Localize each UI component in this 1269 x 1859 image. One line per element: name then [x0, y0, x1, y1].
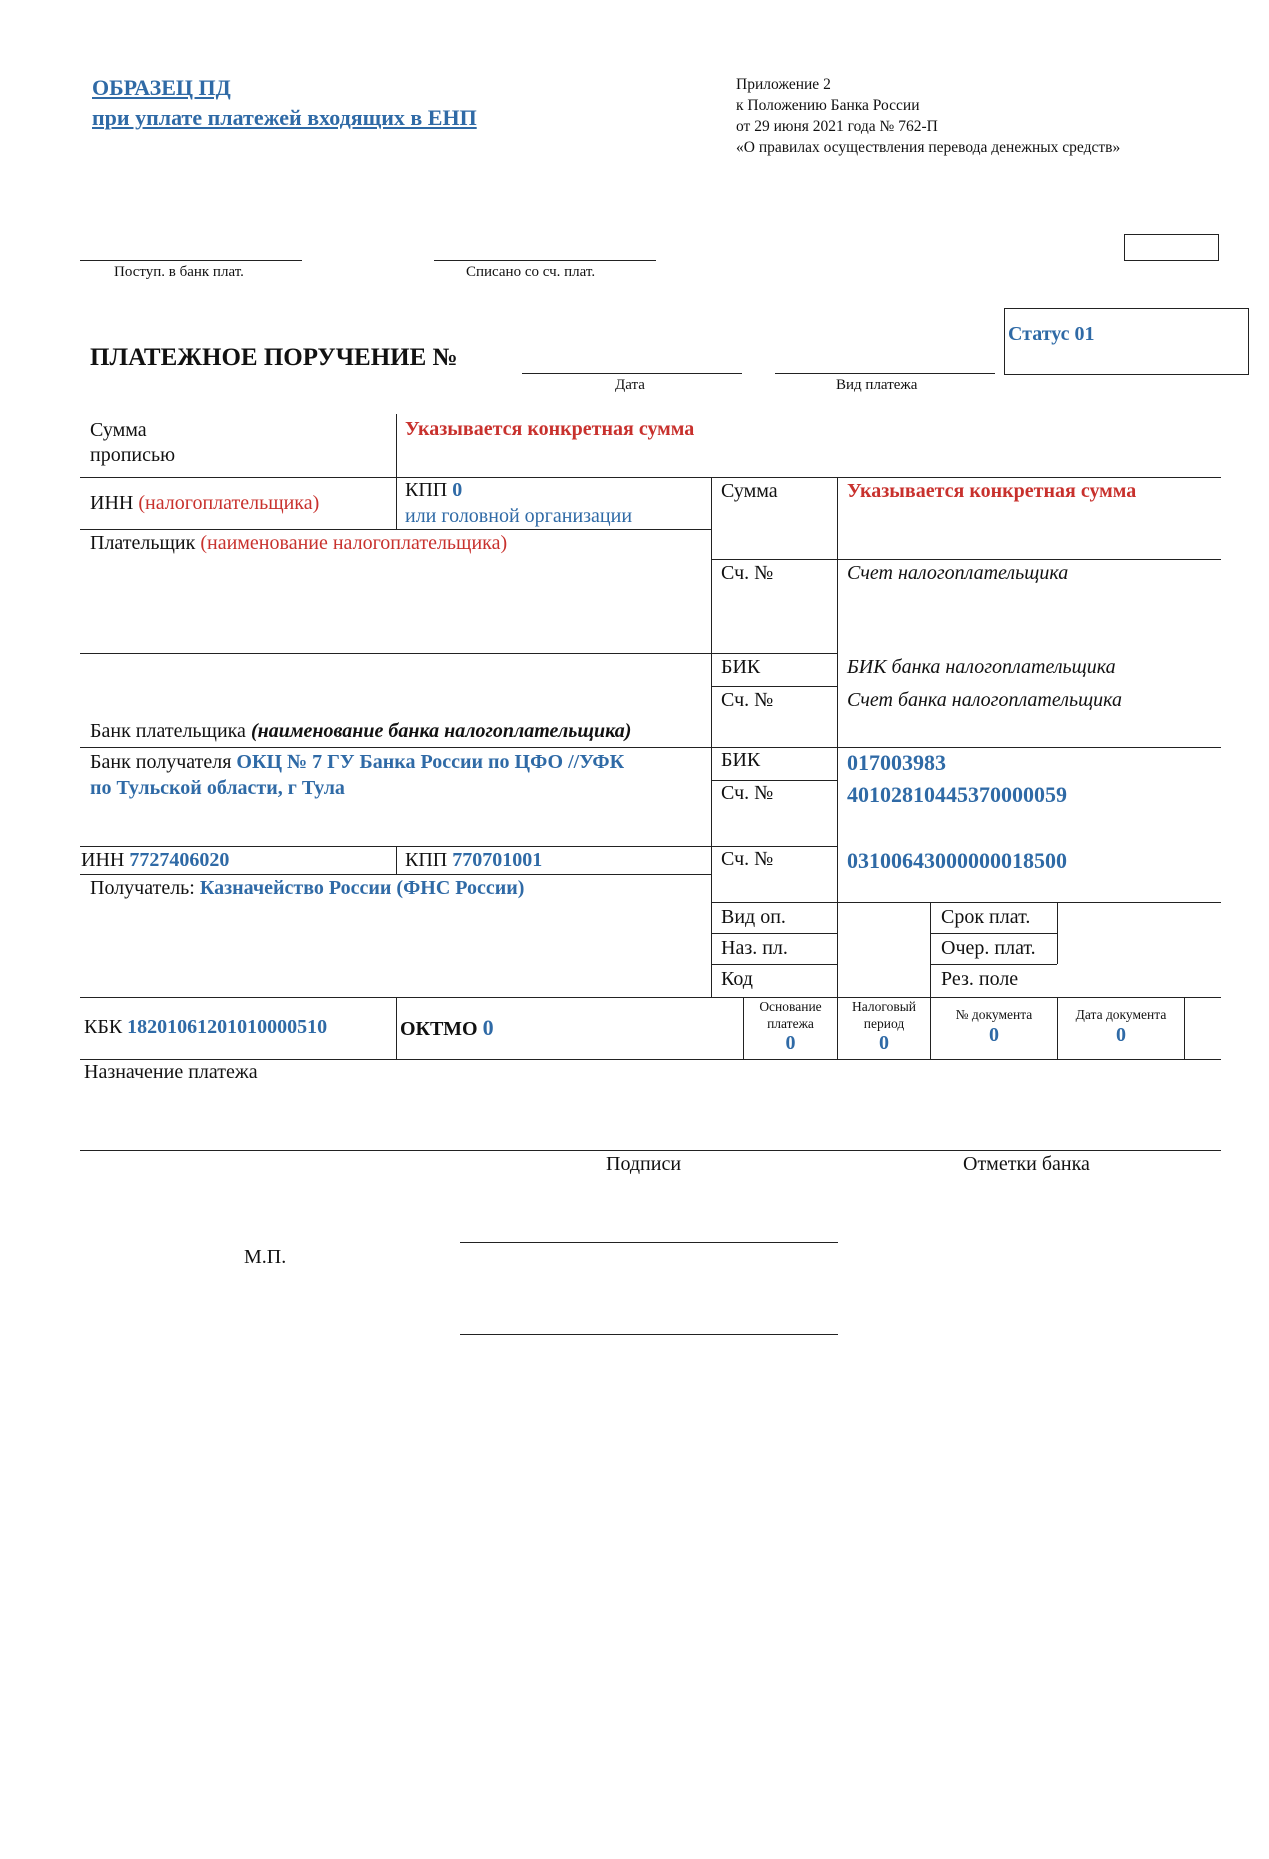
- docnum-value: 0: [989, 1024, 999, 1046]
- payer-bank-bik-label: БИК: [721, 656, 761, 678]
- bank-marks-label: Отметки банка: [963, 1153, 1090, 1175]
- payment-type-line: [775, 373, 995, 374]
- recipient-inn-label: ИНН: [81, 849, 125, 871]
- amount-words-label-line1: Сумма: [90, 419, 147, 441]
- recipient-bank-bik-label: БИК: [721, 749, 761, 771]
- recipient-bank-account-label: Сч. №: [721, 782, 774, 804]
- op-row-2b: [930, 964, 1057, 965]
- basis-label-line2: платежа: [767, 1016, 814, 1031]
- docnum-cell: [931, 1006, 1057, 1047]
- recipient-inn-kpp-divider: [396, 846, 397, 874]
- period-cell: [838, 998, 930, 1054]
- recipient-bank-account-value: 40102810445370000059: [847, 782, 1067, 807]
- basis-label-line1: Основание: [759, 999, 822, 1014]
- payer-bank-account-label: Сч. №: [721, 689, 774, 711]
- recipient-bank-top: [80, 747, 1221, 748]
- payer-amount-label: Сумма: [721, 480, 778, 502]
- payer-bank-value: (наименование банка налогоплательщика): [250, 720, 632, 742]
- amount-words-value: Указывается конкретная сумма: [405, 418, 695, 440]
- oktmo: [400, 1015, 494, 1041]
- op-right-divider: [1057, 902, 1058, 964]
- appendix-block: [736, 74, 1120, 158]
- recipient-kpp-label: КПП: [405, 849, 448, 871]
- payer-bank: [90, 720, 631, 743]
- signature-line-2: [460, 1334, 838, 1335]
- recipient-kpp-value: 770701001: [452, 849, 543, 871]
- row-line-payer-top: [80, 529, 711, 530]
- pay-purpose-label: Наз. пл.: [721, 937, 788, 959]
- op-row-top: [711, 902, 1221, 903]
- payer-account-value: Счет налогоплательщика: [847, 562, 1069, 584]
- recipient-name-value: Казначейство России (ФНС России): [199, 877, 525, 899]
- number-line: [522, 373, 742, 374]
- payer-inn: [90, 492, 319, 515]
- payer-name: [90, 532, 507, 555]
- recipient-bik-bottom: [711, 780, 837, 781]
- purpose-bottom: [80, 1150, 1221, 1151]
- date-label: Дата: [615, 377, 645, 393]
- payer-right-divider: [711, 477, 712, 997]
- signature-line-1: [460, 1242, 838, 1243]
- recipient-bank-value-line2: по Тульской области, г Тула: [90, 777, 345, 799]
- code-label: Код: [721, 968, 753, 990]
- amount-words-label-line2: прописью: [90, 444, 176, 466]
- payer-inn-value: (налогоплательщика): [138, 492, 320, 514]
- recipient-bank-value-line1: ОКЦ № 7 ГУ Банка России по ЦФО //УФК: [236, 751, 625, 773]
- amount-words-divider: [396, 414, 397, 477]
- payer-bank-top: [80, 653, 837, 654]
- payment-type-label: Вид платежа: [836, 377, 918, 393]
- basis-cell: [744, 998, 837, 1054]
- recipient-inn: [81, 849, 229, 872]
- payer-kpp-note: или головной организации: [405, 505, 633, 527]
- kbk: [84, 1016, 327, 1039]
- amount-words-label: [90, 418, 175, 468]
- recipient-name-label: Получатель:: [90, 877, 195, 899]
- sample-title: ОБРАЗЕЦ ПД: [92, 75, 231, 100]
- docdate-label: Дата документа: [1075, 1007, 1167, 1022]
- docnum-label: № документа: [955, 1007, 1033, 1022]
- oktmo-value: 0: [482, 1015, 494, 1040]
- payer-account-label: Сч. №: [721, 562, 774, 584]
- appendix-line: к Положению Банка России: [736, 97, 920, 114]
- op-mid-divider: [930, 902, 931, 997]
- payer-name-label: Плательщик: [90, 532, 196, 554]
- op-row-2: [711, 964, 837, 965]
- order-label: Очер. плат.: [941, 937, 1036, 959]
- payer-amount-value: Указывается конкретная сумма: [847, 480, 1137, 502]
- debited-line: [434, 260, 656, 261]
- payer-bank-label: Банк плательщика: [90, 720, 246, 742]
- op-row-1: [711, 933, 837, 934]
- recipient-bank-label: Банк получателя: [90, 751, 232, 773]
- received-label: Поступ. в банк плат.: [114, 264, 244, 280]
- form-code-box: [1124, 234, 1219, 261]
- recipient-bank-bik-value: 017003983: [847, 750, 946, 775]
- amount-row-bottom: [711, 559, 1221, 560]
- recipient-account-label: Сч. №: [721, 848, 774, 870]
- tax-div-1: [396, 997, 397, 1059]
- signatures-label: Подписи: [606, 1153, 682, 1175]
- status-box: [1004, 308, 1249, 375]
- appendix-line: от 29 июня 2021 года № 762-П: [736, 118, 938, 135]
- op-row-1b: [930, 933, 1057, 934]
- value-col-divider: [837, 477, 838, 997]
- inn-kpp-divider: [396, 477, 397, 529]
- payer-kpp-value: 0: [452, 479, 463, 501]
- payer-kpp: [405, 479, 462, 502]
- tax-row-top: [80, 997, 1221, 998]
- docdate-cell: [1058, 1006, 1184, 1047]
- kbk-label: КБК: [84, 1016, 123, 1038]
- bik-row-bottom: [711, 686, 837, 687]
- appendix-line: Приложение 2: [736, 76, 831, 93]
- kbk-value: 18201061201010000510: [127, 1016, 328, 1038]
- sample-subtitle: при уплате платежей входящих в ЕНП: [92, 105, 477, 130]
- tax-div-6: [1184, 997, 1185, 1059]
- basis-value: 0: [785, 1032, 796, 1054]
- debited-label: Списано со сч. плат.: [466, 264, 596, 280]
- recipient-inn-value: 7727406020: [129, 849, 230, 871]
- payer-bank-account-value: Счет банка налогоплательщика: [847, 689, 1123, 711]
- payer-kpp-label: КПП: [405, 479, 448, 501]
- period-label-line1: Налоговый: [852, 999, 916, 1014]
- period-label-line2: период: [863, 1016, 905, 1031]
- payer-inn-label: ИНН: [90, 492, 134, 514]
- op-type-label: Вид оп.: [721, 906, 786, 928]
- status-value: Статус 01: [1008, 323, 1095, 345]
- recipient-kpp: [405, 849, 542, 872]
- row-line-amount: [80, 477, 1221, 478]
- appendix-line: «О правилах осуществления перевода денежных средств»: [736, 139, 1121, 156]
- payer-bank-bik-value: БИК банка налогоплательщика: [847, 656, 1116, 678]
- recipient-inn-bottom: [80, 874, 711, 875]
- reserve-label: Рез. поле: [941, 968, 1019, 990]
- tax-row-bottom: [80, 1059, 1221, 1060]
- recipient-inn-top: [80, 846, 837, 847]
- oktmo-label: ОКТМО: [400, 1018, 478, 1040]
- document-title: ПЛАТЕЖНОЕ ПОРУЧЕНИЕ №: [90, 344, 458, 371]
- period-value: 0: [879, 1032, 889, 1054]
- recipient-account-value: 03100643000000018500: [847, 848, 1067, 873]
- purpose-label: Назначение платежа: [84, 1061, 258, 1083]
- payer-name-value: (наименование налогоплательщика): [200, 532, 508, 554]
- recipient-name: [90, 877, 524, 900]
- stamp-label: М.П.: [244, 1246, 287, 1268]
- due-label: Срок плат.: [941, 906, 1031, 928]
- received-line: [80, 260, 302, 261]
- recipient-bank: [90, 749, 624, 801]
- docdate-value: 0: [1116, 1024, 1126, 1046]
